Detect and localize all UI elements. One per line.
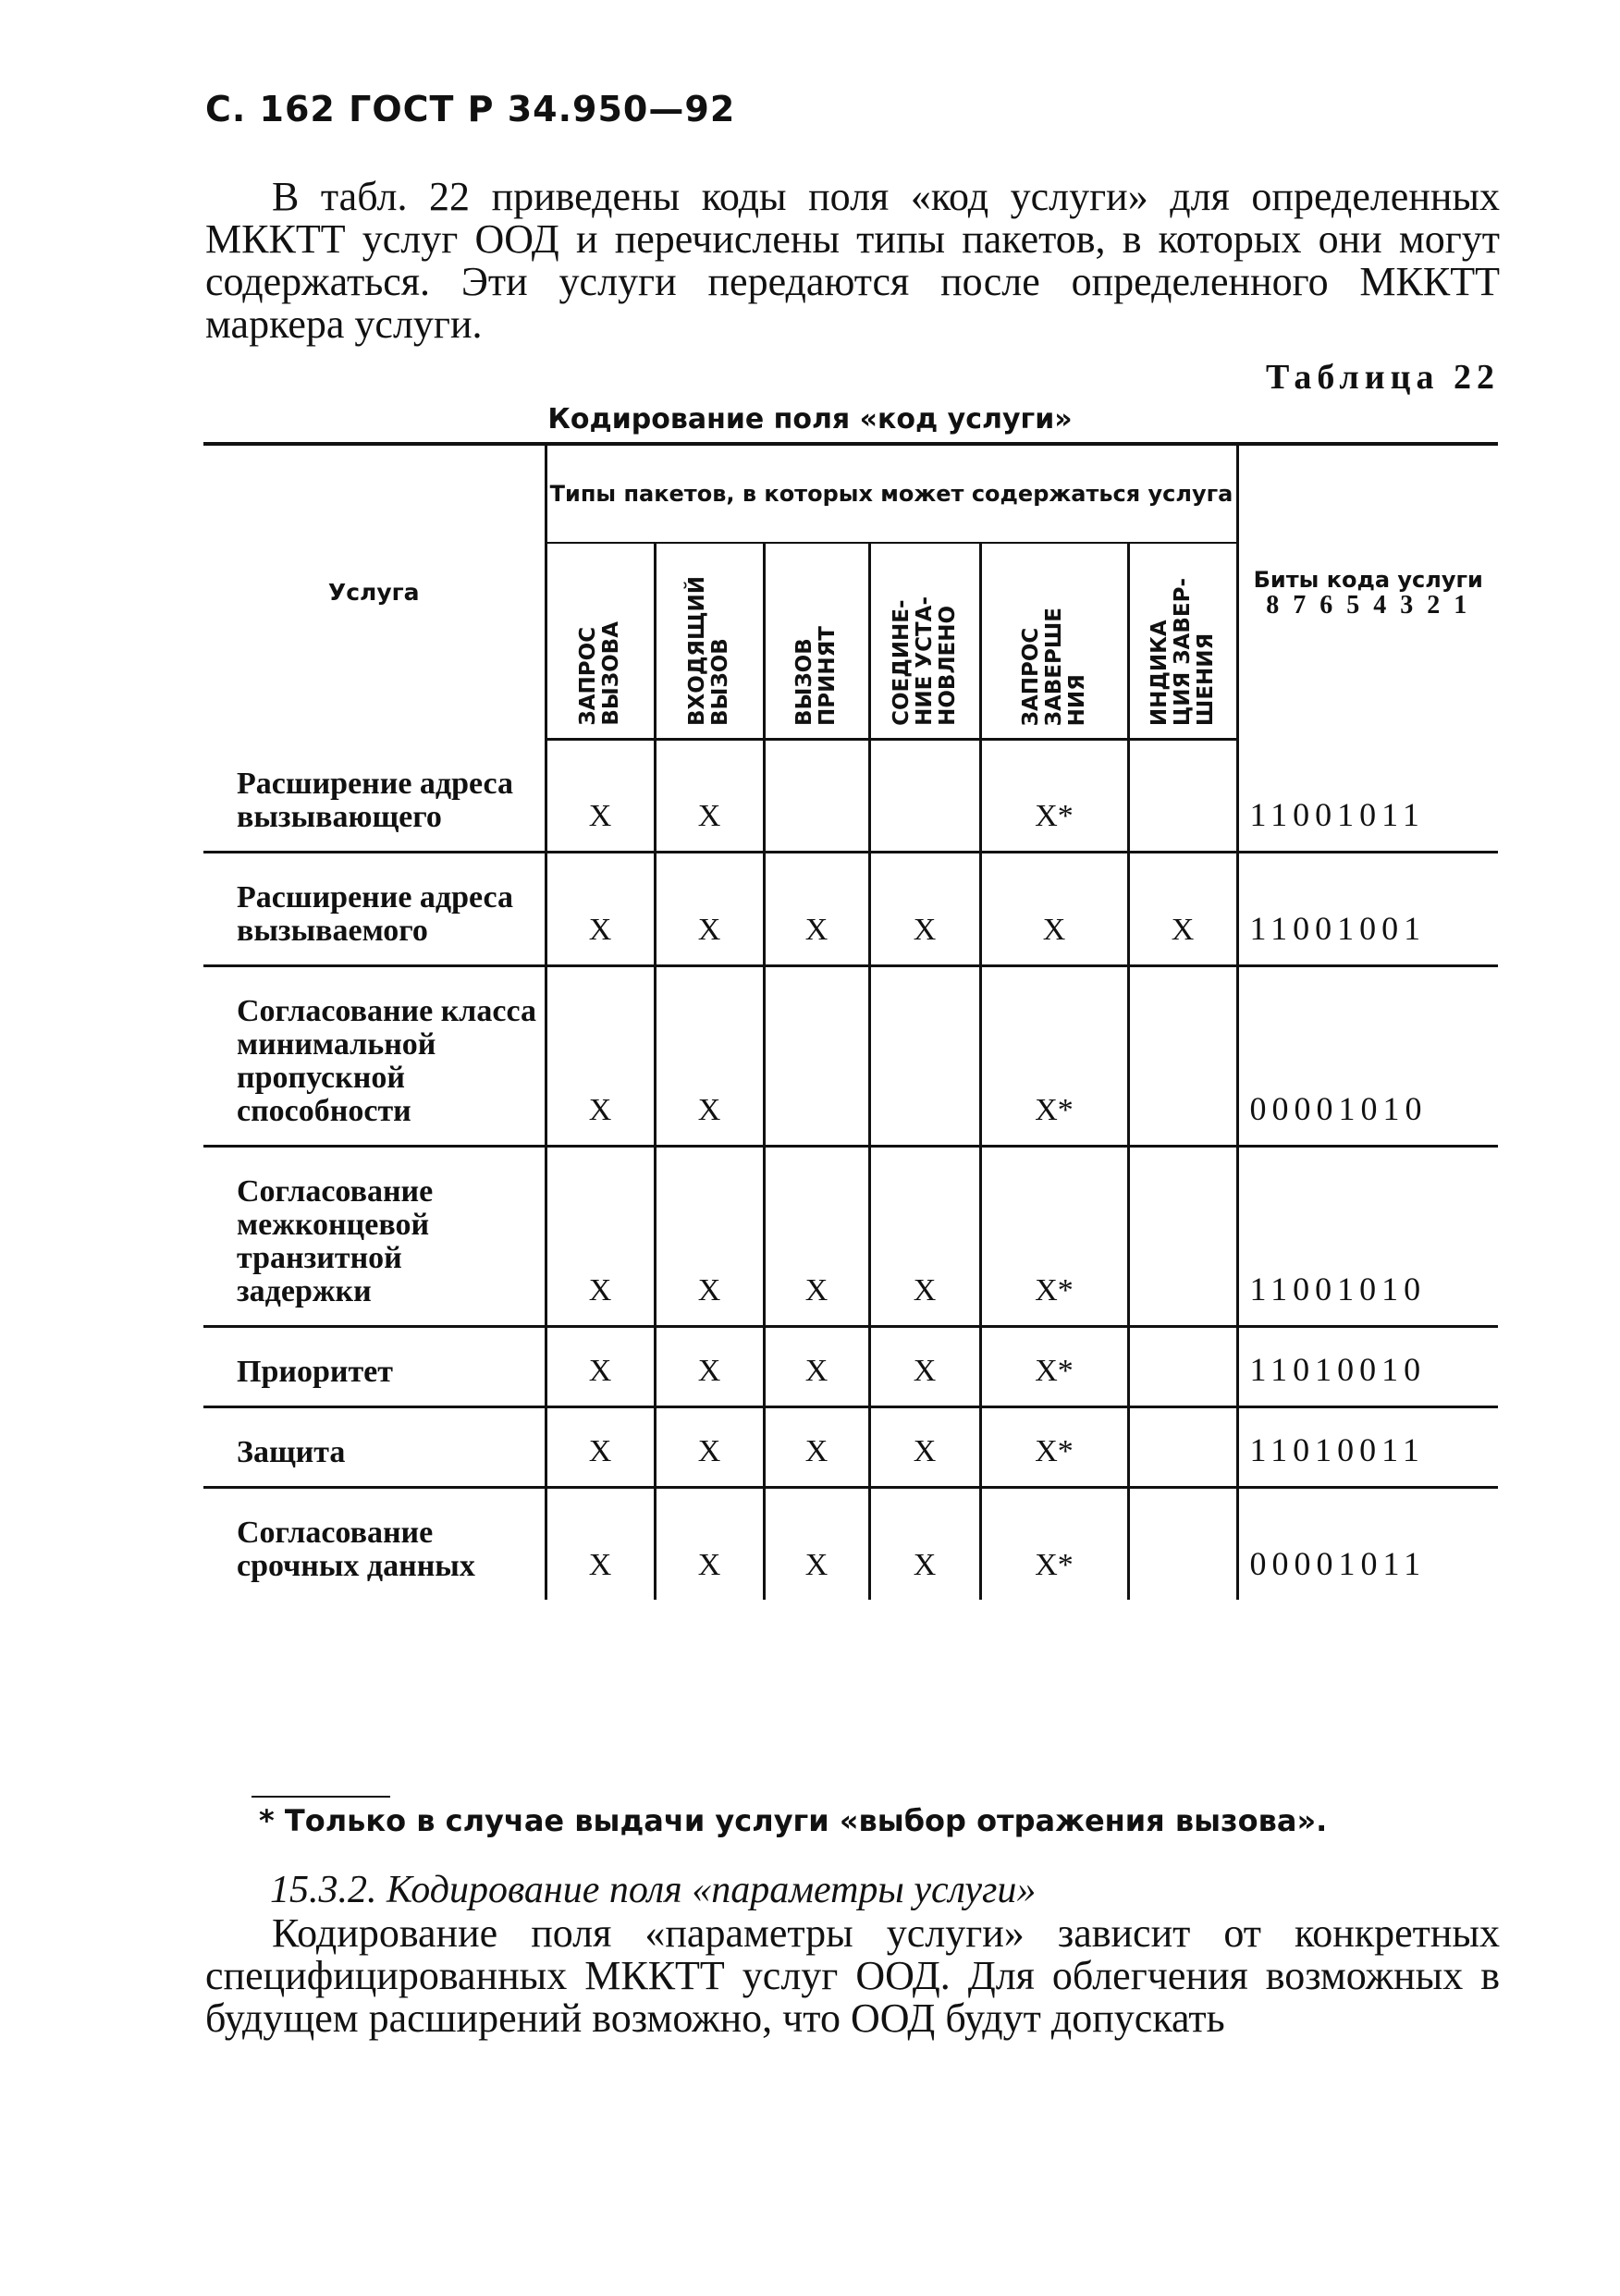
packet-mark: X: [980, 852, 1128, 965]
packet-mark: X: [655, 1326, 764, 1406]
service-name: Приоритет: [203, 1326, 546, 1406]
header-packet-types: Типы пакетов, в которых может содержаться услуга: [546, 444, 1237, 543]
header-service: Услуга: [203, 444, 546, 740]
page-header: С. 162 ГОСТ Р 34.950—92: [205, 89, 736, 129]
packet-mark: [1128, 1487, 1237, 1600]
packet-mark: [1128, 740, 1237, 853]
packet-type-label: ВЫЗОВ ПРИНЯТ: [792, 625, 840, 726]
table-row: [203, 1326, 1498, 1406]
packet-mark: X: [546, 965, 655, 1146]
bit-code: 11010010: [1237, 1326, 1498, 1406]
packet-mark: X: [546, 1406, 655, 1487]
service-name: Расширение адреса вызывающего: [203, 740, 546, 853]
footnote-separator: [252, 1796, 390, 1798]
packet-mark: X: [869, 1146, 980, 1326]
packet-mark: X: [764, 1406, 869, 1487]
packet-type-label: ЗАПРОС ВЫЗОВА: [576, 621, 623, 726]
packet-mark: X: [869, 1406, 980, 1487]
packet-mark: X*: [980, 740, 1128, 853]
table-row: [203, 740, 1498, 853]
packet-mark: X: [655, 1146, 764, 1326]
bit-code: 11001010: [1237, 1146, 1498, 1326]
packet-mark: X: [546, 1146, 655, 1326]
packet-mark: X: [869, 852, 980, 965]
packet-mark: X*: [980, 1487, 1128, 1600]
bits-numbers: 8 7 6 5 4 3 2 1: [1266, 590, 1471, 620]
packet-mark: X: [655, 1406, 764, 1487]
packet-mark: X: [764, 1326, 869, 1406]
packet-mark: X: [655, 852, 764, 965]
packet-mark: X: [764, 852, 869, 965]
packet-mark: [1128, 965, 1237, 1146]
service-name: Согласование срочных данных: [203, 1487, 546, 1600]
packet-mark: [1128, 1326, 1237, 1406]
packet-mark: X: [869, 1326, 980, 1406]
packet-mark: X: [1128, 852, 1237, 965]
table-row: [203, 1487, 1498, 1600]
table-title: Кодирование поля «код услуги»: [547, 403, 1073, 436]
table-caption: Таблица 22: [1265, 358, 1500, 397]
packet-mark: [1128, 1406, 1237, 1487]
service-code-table: [203, 442, 1498, 1600]
service-name: Защита: [203, 1406, 546, 1487]
packet-type-label: ИНДИКА ЦИЯ ЗАВЕР- ШЕНИЯ: [1147, 577, 1218, 726]
packet-mark: X: [655, 740, 764, 853]
service-name: Расширение адреса вызываемого: [203, 852, 546, 965]
packet-mark: X: [546, 1487, 655, 1600]
service-code-table-wrapper: [203, 442, 1498, 1600]
bit-code: 11001001: [1237, 852, 1498, 965]
packet-mark: X: [655, 965, 764, 1146]
header-packet-type: [546, 543, 655, 740]
bit-code: 00001010: [1237, 965, 1498, 1146]
table-row: [203, 1406, 1498, 1487]
packet-type-label: СОЕДИНЕ- НИЕ УСТА- НОВЛЕНО: [889, 596, 960, 726]
header-packet-type: [980, 543, 1128, 740]
packet-mark: X: [655, 1487, 764, 1600]
packet-mark: X: [546, 1326, 655, 1406]
packet-mark: [869, 965, 980, 1146]
table-row: [203, 852, 1498, 965]
header-packet-type: [869, 543, 980, 740]
bit-code: 00001011: [1237, 1487, 1498, 1600]
packet-mark: X: [764, 1487, 869, 1600]
section-paragraph: Кодирование поля «параметры услуги» зависит от конкретных специфицированных МККТТ услуг ООД. Для облегчения возможных в будущем расширений возможно, что ООД будут допускать: [205, 1910, 1500, 2041]
packet-mark: X: [546, 852, 655, 965]
section-heading: 15.3.2. Кодирование поля «параметры услуги»: [270, 1869, 1037, 1911]
packet-type-label: ВХОДЯЩИЙ ВЫЗОВ: [685, 576, 732, 726]
packet-mark: [869, 740, 980, 853]
footnote: * Только в случае выдачи услуги «выбор отражения вызова».: [259, 1803, 1328, 1838]
packet-mark: X*: [980, 965, 1128, 1146]
table-row: [203, 1146, 1498, 1326]
header-packet-type: [1128, 543, 1237, 740]
header-bits: [1237, 444, 1498, 740]
packet-mark: X: [546, 740, 655, 853]
packet-type-label: ЗАПРОС ЗАВЕРШЕ НИЯ: [1018, 607, 1089, 726]
packet-mark: X: [869, 1487, 980, 1600]
header-packet-type: [655, 543, 764, 740]
packet-mark: X*: [980, 1406, 1128, 1487]
packet-mark: [764, 740, 869, 853]
bits-label: Биты кода услуги: [1253, 566, 1483, 593]
header-packet-type: [764, 543, 869, 740]
packet-mark: [1128, 1146, 1237, 1326]
packet-mark: [764, 965, 869, 1146]
bit-code: 11001011: [1237, 740, 1498, 853]
service-name: Согласование межконцевой транзитной задержки: [203, 1146, 546, 1326]
bit-code: 11010011: [1237, 1406, 1498, 1487]
packet-mark: X*: [980, 1146, 1128, 1326]
packet-mark: X: [764, 1146, 869, 1326]
intro-paragraph: В табл. 22 приведены коды поля «код услуги» для определенных МККТТ услуг ООД и перечислены типы пакетов, в которых они могут содержаться. Эти услуги передаются после определенного МККТТ маркера услуги.: [205, 174, 1500, 347]
table-row: [203, 965, 1498, 1146]
packet-mark: X*: [980, 1326, 1128, 1406]
service-name: Согласование класса минимальной пропускной способности: [203, 965, 546, 1146]
